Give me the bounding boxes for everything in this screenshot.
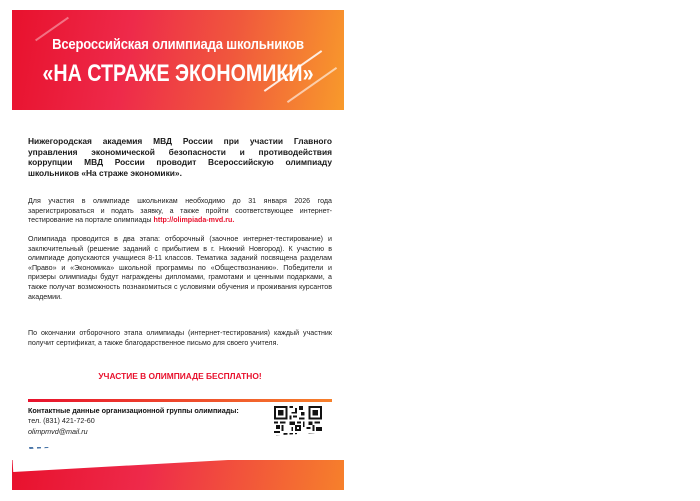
banner-title: «НА СТРАЖЕ ЭКОНОМИКИ» xyxy=(42,60,314,87)
banner-subtitle: Всероссийская олимпиада школьников xyxy=(52,37,304,53)
divider xyxy=(28,399,332,402)
registration-text: Для участия в олимпиаде школьникам необходимо до 31 января 2026 года зарегистрироваться и подать заявку, а также пройти соответствующее интернет-тестирование на портале олимпиады xyxy=(28,197,332,225)
stages-paragraph: Олимпиада проводится в два этапа: отборочный (заочное интернет-тестирование) и заключительный (решение заданий с прибытием в г. Нижний Новгород). К участию в олимпиаде допускаются учащиеся 8-11 классов. Тематика заданий посвящена разделам «Право» и «Экономика» школьной программы по «Обществознанию». Победители и призеры олимпиады будут награждены дипломами, грамотами и ценными подарками, а также получат возможность познакомиться с условиями обучения и проживания курсантов академии. xyxy=(28,235,332,301)
intro-paragraph: Нижегородская академия МВД России при участии Главного управления экономической безопасности и противодействия коррупции МВД России проводит Всероссийскую олимпиаду школьников «На страже экономики». xyxy=(28,136,332,178)
free-participation-notice: УЧАСТИЕ В ОЛИМПИАДЕ БЕСПЛАТНО! xyxy=(98,371,262,381)
olympiad-link[interactable]: http://olimpiada-mvd.ru. xyxy=(153,216,235,225)
contact-email[interactable]: olimpmvd@mail.ru xyxy=(28,427,88,436)
contacts-title: Контактные данные организационной группы олимпиады: xyxy=(28,406,239,415)
contact-phone: тел. (831) 421-72-60 xyxy=(28,416,95,425)
header-banner xyxy=(12,10,344,110)
certificate-paragraph: По окончании отборочного этапа олимпиады (интернет-тестирования) каждый участник получит сертификат, а также благодарственное письмо для своего учителя. xyxy=(28,329,332,347)
registration-paragraph xyxy=(28,197,332,226)
poster xyxy=(12,10,344,490)
